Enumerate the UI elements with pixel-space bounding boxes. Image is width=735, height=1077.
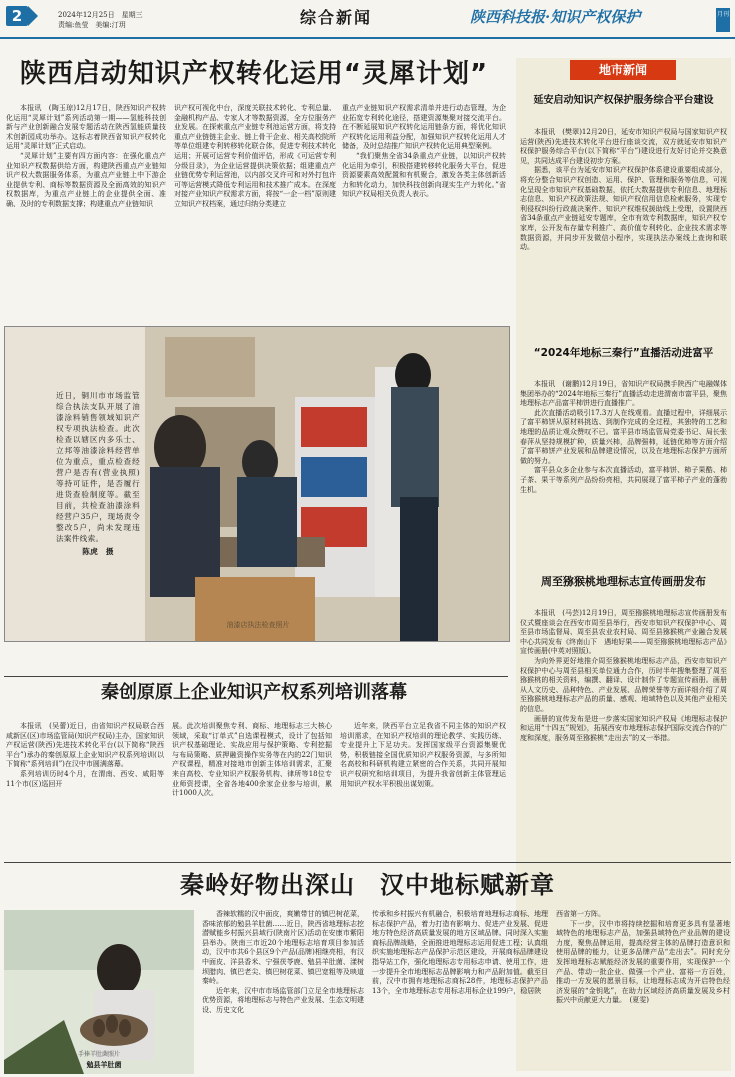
lead-paragraph: “灵犀计划”主要有四方面内容：在强化重点产业知识产权数据供给方面，构建陕西重点产业链知识产权大数据服务体系，为重点产业链上中下游企业提供专利、商标等数据资源及全面高效的知识产权数据库，为重点产业链上的企业提供全面、准确、及时的专利数据支撑；构建重点产业链知识	[6, 151, 166, 208]
morel-photo	[4, 910, 194, 1074]
sidebar-paragraph: 据悉，该平台为延安市知识产权保护体系建设重要组成部分，将充分整合知识产权创造、运用、保护、管理和服务等信息，可视化呈现全市知识产权基础数据，依托大数据提供专利信息、地理标志信息、知识产权政策法规、知识产权信用信息检索服务，实现专利侵权纠纷行政裁决案件、知识产权维权援助线上受理，设置陕西省34条重点产业链延安专题库，全市有效专利数据库，知识产权专家库，公开发布存量专利推广、高价值专利转化、企业技术需求等数据资源，并同步开发微信小程序，实现执法办案线上查询和联动。	[520, 166, 727, 252]
qinling-column-1	[202, 910, 364, 1016]
header-rule	[0, 37, 735, 39]
sidebar-paragraph: 为向外界更好地推介周至猕猴桃地理标志产品，西安市知识产权保护中心与周至县相关单位通力合作，历时半年搜集整理了周至猕猴桃的相关资料，编撰、翻译、设计制作了专题宣传画册。画册从人文历史、品种特色、产业发展、品牌荣誉等方面详细介绍了周至猕猴桃地理标志产品的质量、感观、地域特色以及其他产业相关的信息。	[520, 656, 727, 713]
lead-paragraph: “我们聚焦全省34条重点产业链，以知识产权转化运用为牵引，积极搭建转移转化服务大平台，促进资源要素高效配置和有机聚合，激发各类主体创新活力和转化动力，加快科技创新向现实生产力转化。”省知识产权局相关负责人表示。	[342, 151, 506, 199]
editors-line: 责编:鱼莹 美编:汀玥	[58, 21, 126, 29]
sidebar-article-title: “2024年地标三秦行”直播活动进富平	[533, 347, 714, 359]
masthead: 陕西科技报·知识产权保护	[470, 8, 641, 26]
qinling-paragraph: 香辣软糯的汉中面皮，爽嫩带甘的镇巴树花菜，香味浓郁的勉县羊肚菌……近日，陕西省地理标志挖潜赋能乡村振兴县域行(陕南片区)活动在安康市紫阳县举办。陕南三市近20个地理标志培育项目参加活动，汉中市共6个县区9个产品(品牌)相继亮相，有汉中面皮、洋县香米、宁强茯苓鹿、勉县羊肚菌、漾树坝腊肉、镇巴老尖、镇巴树花菜、镇巴宽粗等及映道秦岭。	[202, 910, 364, 986]
sidebar-tag: 地市新闻	[570, 60, 676, 80]
divider	[4, 676, 508, 677]
qinling-paragraph: 西省第一方阵。	[556, 910, 605, 918]
sidebar-paragraph: 本报讯 (马芸)12月19日，周至猕猴桃地理标志宣传画册发布仪式暨座谈会在西安市周至县举行，西安市知识产权保护中心、周至县市场监督局、周至县农业农村局、周至县猕猴桃产业融合发展中心共同发布《终南山下 遇地好果——周至猕猴桃地理标志产品》宣传画册(中英对照版)。	[520, 609, 727, 656]
sidebar-paragraph: 本报讯 (樊翠)12月20日，延安市知识产权局与国家知识产权运营(陕西)先进技术转化平台进行座谈交流，双方就延安市知识产权保护服务综合平台(以下简称“平台”)建设进行友好讨论并交换意见，共同达成平台建设初步方案。	[520, 128, 727, 165]
sidebar-paragraph: 此次直播活动吸引17.3万人在线观看。直播过程中，详细展示了富平柿饼从原材料挑选、到制作完成的全过程，其独特的工艺和地理的品质让观众赞叹不已。富平县市场监管局党委书记、局长张春萍从坚持规模扩种，质量兴柿，品牌强柿，延链优柿等方面介绍了富平柿饼产业发展和品牌建设情况，以及在地理标志保护方面所做的努力。	[520, 408, 727, 465]
morel-photo-frame	[4, 910, 194, 1074]
photo-credit: 陈虎 摄	[82, 547, 114, 556]
qinling-paragraph: 近年来，汉中市市场监管部门立足全市地理标志优势资源，将地理标志与特色产业发展、生态文明建设、历史文化	[202, 986, 364, 1014]
training-paragraph: 系列培训历时4个月，在渭南、西安、咸阳等11个市(区)巡回开	[6, 769, 164, 788]
divider	[4, 862, 731, 863]
photo-image-label: 油漆店执法检查照片	[226, 621, 290, 629]
lead-column-3	[342, 104, 506, 200]
training-column-1	[6, 722, 164, 789]
lead-paragraph: 重点产业链知识产权需求清单并进行动态管理，为企业拓宽专利转化途径，搭建资源集聚对接交流平台。在不断延展知识产权转化运用链条方面，将优化知识产权转化运用利益分配，加强知识产权转化运用人才储备，及时总结推广知识产权转化运用典型案例。	[342, 104, 506, 151]
sidebar-paragraph: 本报讯 (谢鹏)12月19日，省知识产权局携手陕西广电融媒体集团举办的“2024年地标三秦行”直播活动走进渭南市富平县，聚焦地理标志产品富平柿饼进行直播推广。	[520, 380, 727, 408]
training-paragraph: 展。此次培训聚焦专利、商标、地理标志三大核心领域，采取“订单式”自选课程模式，设计了包括知识产权基础理论、实战应用与保护策略、专利挖掘与布局策略、质押融资操作实务等在内的22门知识产权课程，精准对接地市创新主体培训需求，汇聚来自高校、专业知识产权服务机构、律所等18位专业师资授课，全省各地400余家企业参与培训，累计1000人次。	[172, 722, 332, 798]
training-paragraph: 近年来，陕西平台立足我省不同主体的知识产权培训需求，在知识产权培训的理论教学、实践历练、专业提升上下足功夫。发挥国家级平台资源集聚优势，积极链接全国优质知识产权服务资源，与多所知名高校和科研机构建立紧密的合作关系，共同开展知识产权研究和培训项目，为提升我省创新主体管理运用知识产权水平积极出谋划策。	[340, 722, 506, 788]
morel-image-label: 手捧羊肚菌照片	[77, 1051, 121, 1058]
lead-headline: 陕西启动知识产权转化运用“灵犀计划”	[19, 59, 489, 89]
sidebar-paragraph: 富平县众多企业参与本次直播活动，富平柿饼、柿子果酷、柿子茶、果干等系列产品纷纷亮相，共同展现了富平柿子产业的蓬勃生机。	[520, 466, 727, 494]
masthead-badge: 月刊	[716, 8, 730, 32]
issue-info	[58, 10, 143, 30]
section-title: 综合新闻	[300, 8, 373, 27]
photo-caption	[56, 390, 140, 557]
morel-caption: 勉县羊肚菌	[86, 1060, 122, 1069]
sidebar-article-fuping	[520, 346, 727, 495]
training-headline: 秦创原原上企业知识产权系列培训落幕	[101, 682, 407, 703]
qinling-column-2	[372, 910, 548, 996]
sidebar-article-yanan	[520, 94, 727, 253]
issue-date: 2024年12月25日 星期三	[58, 11, 143, 19]
sidebar-article-zhouzhi	[520, 574, 727, 743]
qinling-paragraph: 下一步，汉中市将持续挖掘和培育更多具有显著地域特色的地理标志产品，加强县域特色产业品牌的建设力度，聚焦品牌运用，提高经营主体的品牌打造意识和使用品牌的能力，让更多品牌产品“走出去”。同时充分发挥地理标志赋能经济发展的重要作用，实现保护一个产品、带动一批企业、做强一个产业、富裕一方百姓，推动一方发展的愿景目标，让地理标志成为开启特色经济发展的“金钥匙”，在助力区域经济高质量发展及乡村振兴中贡献更大力量。 (夏雯)	[556, 919, 730, 1005]
page-number: 2	[6, 6, 28, 26]
sidebar-paragraph: 画册的宣传发布是进一步落实国家知识产权局《地理标志保护和运用“十四五”规划》，拓展西安市地理标志保护国际交流合作的广度和深度，服务周至猕猴桃“走出去”的又一举措。	[520, 714, 727, 742]
training-column-3	[340, 722, 506, 789]
lead-paragraph: 识产权可视化中台，深度关联技术转化、专利总量、金融机构产品、专家人才等数据资源，全方位服务产业发展。在探索重点产业链专利池运营方面，将支持重点产业链链主企业、链上骨干企业、相关高校院所等单位组建专利转移转化联合体，促进专利技术转化运用；开展可运营专利价值评估，形成《可运营专利分级目录》，为企业运营提供决策依据；组建重点产业链优势专利运营池，以内部交叉许可和对外打包许可等运营模式降低专利运用和技术推广成本。在深度对接产业知识产权需求方面，将按“一企一档”原则建立知识产权档案，通过归纳分类建立	[174, 104, 336, 208]
sidebar-article-title: 延安启动知识产权保护服务综合平台建设	[533, 95, 714, 106]
qinling-paragraph: 传承和乡村振兴有机融合，积极培育地理标志商标、地理标志保护产品，着力打造有影响力、促进产业发展、促进地方特色经济高质量发展的地方区域品牌。同时深入实施商标品牌战略，全面推进地理标志运用促进工程；认真组织实施地理标志产品保护示范区建设，开展商标品牌建设指导站工作，强化地理标志专用标志申请、使用工作，进一步提升全市地理标志品牌影响力和产品附加值。截至目前，汉中市拥有地理标志商标28件，地理标志保护产品13个，全市地理标志专用标志用标企业199户，稳居陕	[372, 910, 548, 995]
training-paragraph: 本报讯 (吴蕾)近日，由省知识产权局联合西咸新区(区)市场监管局(知识产权局)主办，国家知识产权运营(陕西)先进技术转化平台(以下简称“陕西平台”)承办的秦创原原上企业知识产权系列培训(以下简称“系列培训”)在汉中市圆满落幕。	[6, 722, 164, 769]
training-column-2	[172, 722, 332, 799]
lead-paragraph: 本报讯 (陶玉琼)12月17日，陕西知识产权转化运用“灵犀计划”系列活动第一期——氢能科技创新与产业创新融合发展专题活动在陕西氢能质量技术创新园成功举办。这标志着陕西省知识产权转化运用“灵犀计划”正式启动。	[6, 104, 166, 151]
lead-column-1	[6, 104, 166, 210]
sidebar-article-title: 周至猕猴桃地理标志宣传画册发布	[541, 575, 706, 588]
qinling-headline: 秦岭好物出深山 汉中地标赋新章	[180, 871, 555, 899]
photo-caption-text: 近日，铜川市市场监管综合执法支队开展了油漆涂料销售领域知识产权专项执法检查。此次检查以辖区内多乐士、立邦等油漆涂料经营单位为重点，重点检查经营户是否有(营业执照)等持可证件，是否履行进货查验制度等。截至目前，共检查油漆涂料经营户35户，现场责令整改5户，尚未发现违法案件线索。	[56, 391, 140, 543]
qinling-column-3	[556, 910, 730, 1006]
lead-column-2	[174, 104, 336, 210]
